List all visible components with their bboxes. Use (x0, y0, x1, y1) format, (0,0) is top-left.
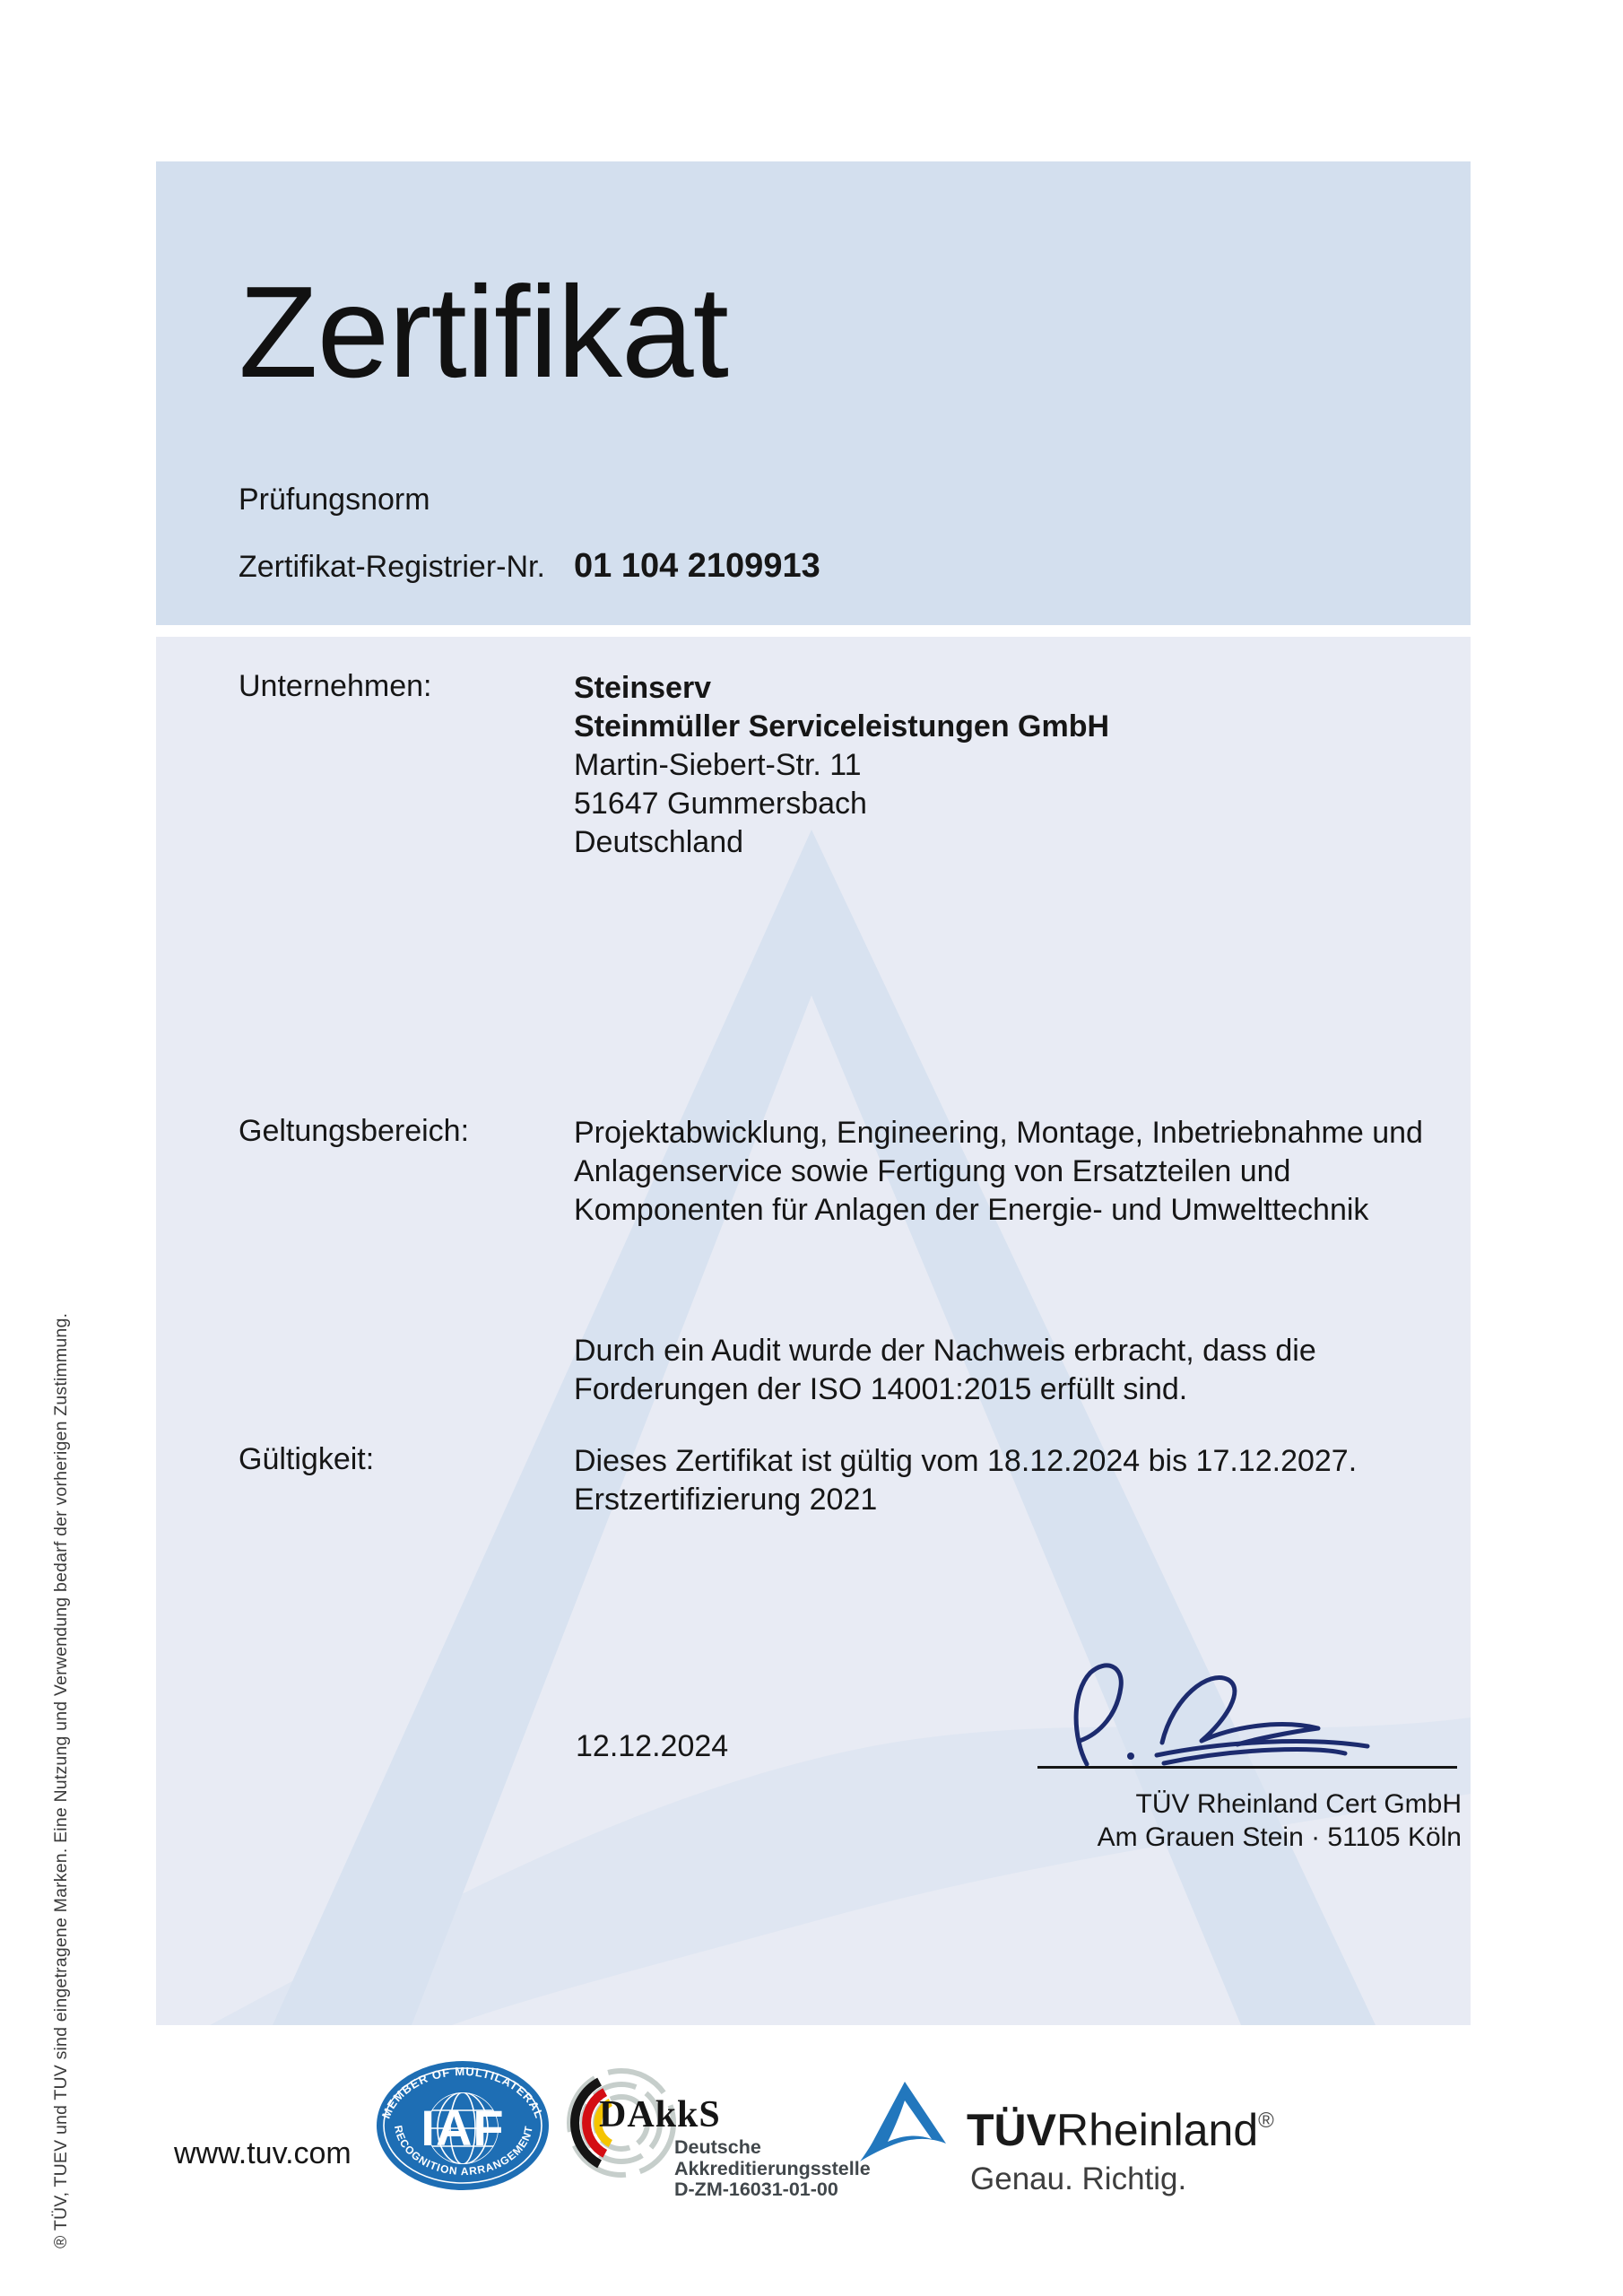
trademark-side-note: ® TÜV, TUEV und TUV sind eingetragene Marken. Eine Nutzung und Verwendung bedarf der vorherigen Zustimmung. (51, 1312, 71, 2248)
dakks-line-2: Akkreditierungsstelle (674, 2157, 871, 2179)
scope-line: Anlagenservice sowie Fertigung von Ersatzteilen und (574, 1154, 1291, 1188)
signatory-block (1098, 1787, 1462, 1854)
audit-line: Durch ein Audit wurde der Nachweis erbracht, dass die (574, 1334, 1316, 1368)
audit-statement (574, 1332, 1316, 1409)
validity-block (574, 1442, 1357, 1519)
tuv-brand-bold: TÜV (967, 2105, 1056, 2155)
certificate-header-band (156, 161, 1471, 625)
signature-line (1037, 1766, 1457, 1769)
signatory-org: TÜV Rheinland Cert GmbH (1135, 1789, 1462, 1819)
first-certification: Erstzertifizierung 2021 (574, 1483, 878, 1517)
registry-number-value: 01 104 2109913 (574, 547, 820, 585)
scope-line: Komponenten für Anlagen der Energie- und Umwelttechnik (574, 1193, 1369, 1227)
company-country: Deutschland (574, 825, 744, 859)
dakks-wordmark: DAkkS (599, 2094, 721, 2135)
signatory-address: Am Grauen Stein · 51105 Köln (1097, 1822, 1462, 1852)
company-name-1: Steinserv (574, 671, 712, 705)
tuv-rheinland-wordmark (967, 2104, 1274, 2156)
scope-block (574, 1114, 1423, 1230)
company-name-2: Steinmüller Serviceleistungen GmbH (574, 709, 1110, 744)
iaf-center-text: IAF (421, 2100, 505, 2156)
dakks-line-1: Deutsche (674, 2136, 761, 2158)
test-standard-label: Prüfungsnorm (239, 483, 430, 517)
iaf-arc-bottom-text: RECOGNITION ARRANGEMENT (391, 2124, 535, 2179)
dakks-text-block (674, 2137, 871, 2201)
registry-number-label: Zertifikat-Registrier-Nr. (239, 550, 545, 584)
tuv-rheinland-triangle-icon (859, 2079, 949, 2163)
scope-label: Geltungsbereich: (239, 1114, 470, 1148)
audit-line: Forderungen der ISO 14001:2015 erfüllt sind. (574, 1372, 1188, 1406)
website-url: www.tuv.com (174, 2136, 352, 2170)
signature-scribble-icon (1022, 1655, 1399, 1771)
company-city: 51647 Gummersbach (574, 787, 867, 821)
company-street: Martin-Siebert-Str. 11 (574, 748, 862, 782)
dakks-line-3: D-ZM-16031-01-00 (674, 2179, 838, 2200)
tuv-brand-regular: Rheinland (1056, 2105, 1259, 2155)
iaf-arc-top-text: MEMBER OF MULTILATERAL (378, 2064, 547, 2121)
validity-label: Gültigkeit: (239, 1442, 375, 1476)
iaf-mla-logo-icon (375, 2059, 551, 2192)
certificate-body-band (156, 637, 1471, 2025)
page-title: Zertifikat (239, 259, 728, 404)
validity-range: Dieses Zertifikat ist gültig vom 18.12.2024 bis 17.12.2027. (574, 1444, 1358, 1478)
company-label: Unternehmen: (239, 669, 432, 703)
registered-mark: ® (1258, 2109, 1274, 2133)
issue-date: 12.12.2024 (576, 1729, 729, 1763)
tuv-tagline: Genau. Richtig. (970, 2161, 1187, 2196)
scope-line: Projektabwicklung, Engineering, Montage, Inbetriebnahme und (574, 1116, 1423, 1150)
company-block (574, 669, 1109, 862)
